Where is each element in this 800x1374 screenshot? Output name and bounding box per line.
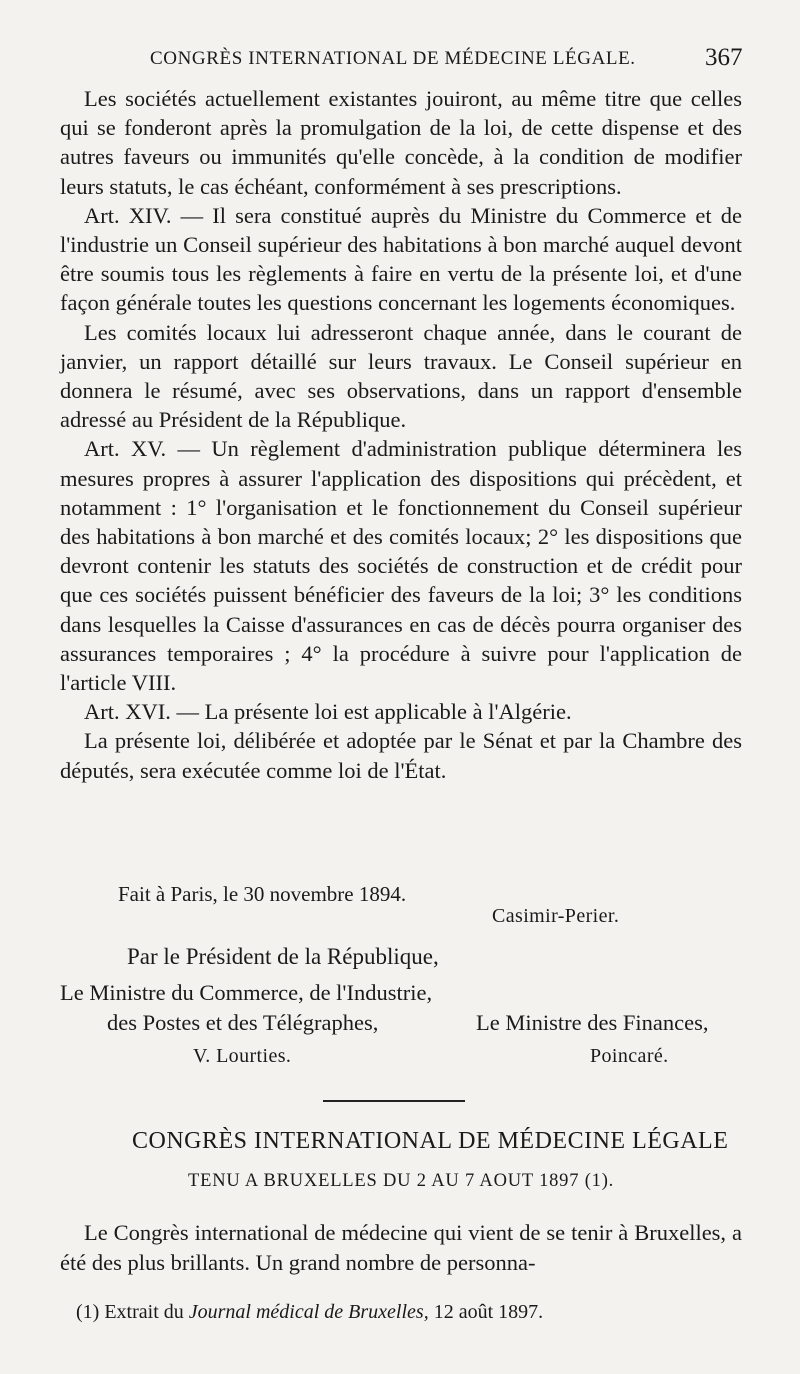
paragraph-local-committees: Les comités locaux lui adresseront chaque année, dans le courant de janvier, un rapport détaillé sur leurs travaux. Le Conseil supérieur en donnera le résumé, avec ses observations, dans un rapport d'ensemble adressé au Président de la République. [60,319,742,433]
paragraph-existing-societies: Les sociétés actuellement existantes jouiront, au même titre que celles qui se fonderont après la promulgation de la loi, de cette dispense et des autres faveurs ou immunités qu'elle concède, à la condition de modifier leurs statuts, le cas échéant, conformément à ses prescriptions. [60,86,742,199]
law-text-body [60,84,742,785]
section-title: CONGRÈS INTERNATIONAL DE MÉDECINE LÉGALE [132,1128,729,1154]
footnote-prefix: Extrait du [104,1301,184,1323]
paragraph-article-xv: Art. XV. — Un règlement d'administration publique déterminera les mesures propres à assurer l'application des dispositions qui précèdent, et notamment : 1° l'organisation et le fonctionnement du Conseil supérieur des habitations à bon marché et des comités locaux; 2° les dispositions que devront contenir les statuts des sociétés de construction et de crédit pour que ces sociétés puissent bénéficier des faveurs de la loi; 3° les conditions dans lesquelles la Caisse d'assurances en cas de décès pourra organiser des assurances temporaires ; 4° la procédure à suivre pour l'application de l'article VIII. [60,436,742,696]
section-divider [323,1100,465,1102]
footnote [76,1301,543,1324]
congress-intro [60,1218,742,1278]
footnote-date: 12 août 1897. [433,1301,544,1323]
finance-minister-title: Le Ministre des Finances, [476,1010,709,1035]
commerce-minister-title-continued: des Postes et des Télégraphes, [107,1010,379,1035]
footnote-marker: (1) [76,1301,100,1323]
president-signature: Casimir-Perier. [492,905,620,927]
poincare-signature: Poincaré. [590,1045,669,1067]
dateline: Fait à Paris, le 30 novembre 1894. [118,882,407,906]
section-subtitle: TENU A BRUXELLES DU 2 AU 7 AOUT 1897 (1). [188,1171,615,1191]
page-number: 367 [705,44,743,71]
footnote-source: Journal médical de Bruxelles, [188,1301,429,1323]
running-title: CONGRÈS INTERNATIONAL DE MÉDECINE LÉGALE. [150,48,636,69]
lourties-signature: V. Lourties. [193,1045,292,1067]
par-le-president-line: Par le Président de la République, [127,944,439,969]
commerce-minister-title: Le Ministre du Commerce, de l'Industrie, [60,980,433,1005]
paragraph-article-xiv: Art. XIV. — Il sera constitué auprès du Ministre du Commerce et de l'industrie un Conseil supérieur des habitations à bon marché auquel devont être soumis tous les règlements à faire en vertu de la présente loi, et d'une façon générale toutes les questions concernant les logements économiques. [60,202,742,316]
congress-intro-paragraph: Le Congrès international de médecine qui vient de se tenir à Bruxelles, a été des plus brillants. Un grand nombre de personna- [60,1220,742,1275]
paragraph-article-xvi: Art. XVI. — La présente loi est applicable à l'Algérie. [84,699,572,725]
paragraph-promulgation: La présente loi, délibérée et adoptée par le Sénat et par la Chambre des députés, sera exécutée comme loi de l'État. [60,728,742,783]
